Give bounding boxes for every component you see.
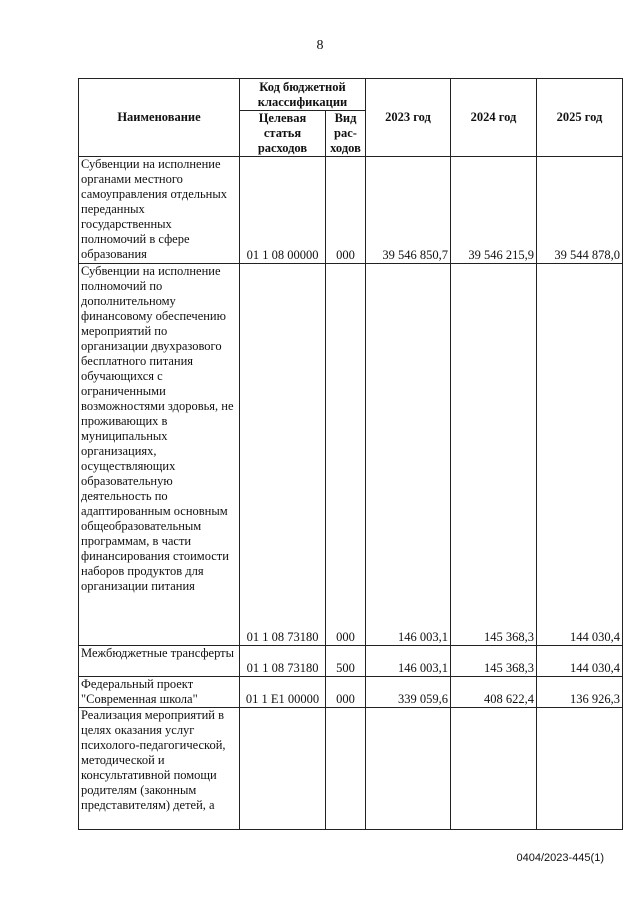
row-name: Федеральный проект "Современная школа" [79,677,240,708]
row-2023: 39 546 850,7 [366,157,451,264]
table-row [79,157,623,264]
row-type: 000 [326,677,366,708]
row-type [326,708,366,830]
header-target-article: Целевая статья расходов [240,111,326,157]
row-2024: 145 368,3 [451,264,537,646]
row-code: 01 1 08 00000 [240,157,326,264]
page-number: 8 [316,38,324,53]
row-name: Субвенции на исполнение органами местного самоуправления отдельных переданных государственных полномочий в сфере образования [79,157,240,264]
row-name: Межбюджетные трансферты [79,646,240,677]
table-row [79,264,623,646]
row-2023 [366,708,451,830]
row-code: 01 1 08 73180 [240,264,326,646]
row-2025: 136 926,3 [537,677,623,708]
row-2024: 145 368,3 [451,646,537,677]
row-2023: 339 059,6 [366,677,451,708]
row-2024 [451,708,537,830]
row-2025: 39 544 878,0 [537,157,623,264]
row-2023: 146 003,1 [366,646,451,677]
row-2023: 146 003,1 [366,264,451,646]
header-2025: 2025 год [537,79,623,157]
header-expense-type: Вид рас- ходов [326,111,366,157]
row-code [240,708,326,830]
row-code: 01 1 E1 00000 [240,677,326,708]
row-2024: 408 622,4 [451,677,537,708]
header-name: Наименование [79,79,240,157]
document-number: 0404/2023-445(1) [516,852,604,864]
header-2023: 2023 год [366,79,451,157]
header-2024: 2024 год [451,79,537,157]
row-type: 000 [326,157,366,264]
row-code: 01 1 08 73180 [240,646,326,677]
budget-table [78,78,623,830]
header-budget-code: Код бюджетной классификации [240,79,366,111]
table-row [79,677,623,708]
row-type: 500 [326,646,366,677]
row-2025 [537,708,623,830]
row-name: Субвенции на исполнение полномочий по дополнительному финансовому обеспечению мероприятий по организации двухразового бесплатного питания обучающихся с ограниченными возможностями здоровья, не проживающих в муниципальных организациях, осуществляющих образовательную деятельность по адаптированным основным общеобразовательным программам, в части финансирования стоимости наборов продуктов для организации питания [79,264,240,646]
row-2025: 144 030,4 [537,646,623,677]
row-2024: 39 546 215,9 [451,157,537,264]
row-name: Реализация мероприятий в целях оказания услуг психолого-педагогической, методической и консультативной помощи родителям (законным представителям) детей, а [79,708,240,830]
row-2025: 144 030,4 [537,264,623,646]
table-row [79,646,623,677]
row-type: 000 [326,264,366,646]
table-row [79,708,623,830]
